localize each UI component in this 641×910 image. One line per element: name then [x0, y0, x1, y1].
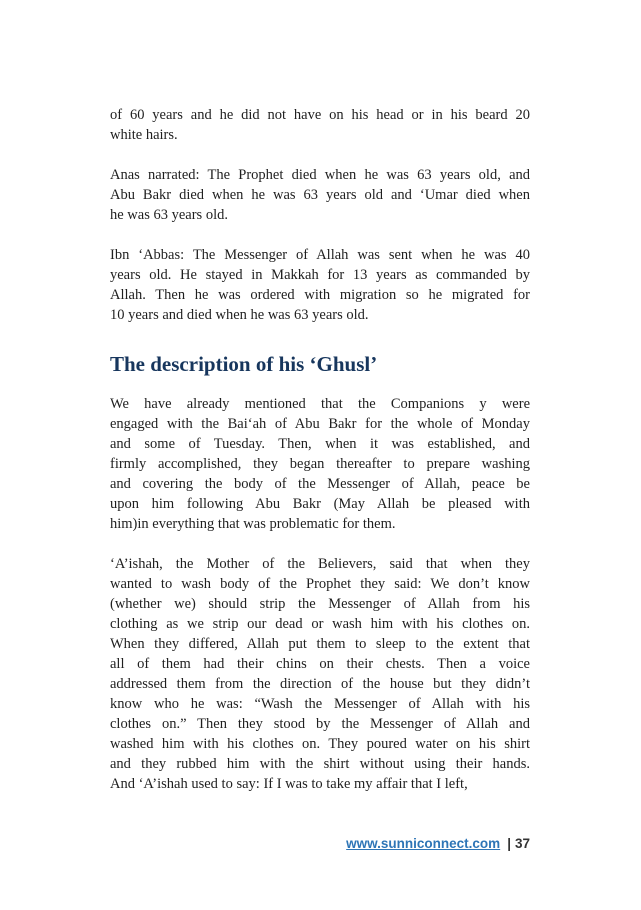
text-line: We have already mentioned that the Companions y were	[110, 396, 530, 412]
text-line: When they differed, Allah put them to sleep to the extent that	[110, 636, 530, 652]
paragraph-anas-narration	[110, 165, 530, 225]
text-line: and covering the body of the Messenger of Allah, peace be	[110, 476, 530, 492]
text-line: him)in everything that was problematic for them.	[110, 516, 396, 532]
text-line: and some of Tuesday. Then, when it was established, and	[110, 436, 530, 452]
footer-separator: |	[507, 836, 511, 851]
text-line: Abu Bakr died when he was 63 years old and ‘Umar died when	[110, 187, 530, 203]
text-column	[110, 105, 530, 814]
text-line: 10 years and died when he was 63 years old.	[110, 307, 369, 323]
text-line: washed him with his clothes on. They poured water on his shirt	[110, 736, 530, 752]
text-line: clothing as we strip our dead or wash him with his clothes on.	[110, 616, 530, 632]
text-line: Anas narrated: The Prophet died when he was 63 years old, and	[110, 167, 530, 183]
text-line: Ibn ‘Abbas: The Messenger of Allah was sent when he was 40	[110, 247, 530, 263]
text-line: Allah. Then he was ordered with migration so he migrated for	[110, 287, 530, 303]
paragraph-companions-baiah	[110, 394, 530, 534]
text-line: wanted to wash body of the Prophet they said: We don’t know	[110, 576, 530, 592]
footer-website-link[interactable]: www.sunniconnect.com	[346, 836, 501, 851]
text-line: know who he was: “Wash the Messenger of Allah with his	[110, 696, 530, 712]
text-line: And ‘A’ishah used to say: If I was to take my affair that I left,	[110, 776, 468, 792]
page-number: 37	[514, 836, 530, 851]
text-line: clothes on.” Then they stood by the Messenger of Allah and	[110, 716, 530, 732]
text-line: all of them had their chins on their chests. Then a voice	[110, 656, 530, 672]
text-line: (whether we) should strip the Messenger of Allah from his	[110, 596, 530, 612]
text-line: years old. He stayed in Makkah for 13 years as commanded by	[110, 267, 530, 283]
text-line: ‘A’ishah, the Mother of the Believers, said that when they	[110, 556, 530, 572]
page-footer	[346, 836, 530, 851]
section-heading: The description of his ‘Ghusl’	[110, 352, 378, 376]
text-line: addressed them from the direction of the house but they didn’t	[110, 676, 530, 692]
text-line: engaged with the Bai‘ah of Abu Bakr for the whole of Monday	[110, 416, 530, 432]
paragraph-ibn-abbas-narration	[110, 245, 530, 325]
text-line: of 60 years and he did not have on his head or in his beard 20	[110, 107, 530, 123]
text-line: white hairs.	[110, 127, 178, 143]
paragraph-aishah-narration	[110, 554, 530, 794]
text-line: firmly accomplished, they began thereafter to prepare washing	[110, 456, 530, 472]
text-line: and they rubbed him with the shirt without using their hands.	[110, 756, 530, 772]
paragraph-age-white-hairs	[110, 105, 530, 145]
text-line: upon him following Abu Bakr (May Allah be pleased with	[110, 496, 530, 512]
text-line: he was 63 years old.	[110, 207, 228, 223]
